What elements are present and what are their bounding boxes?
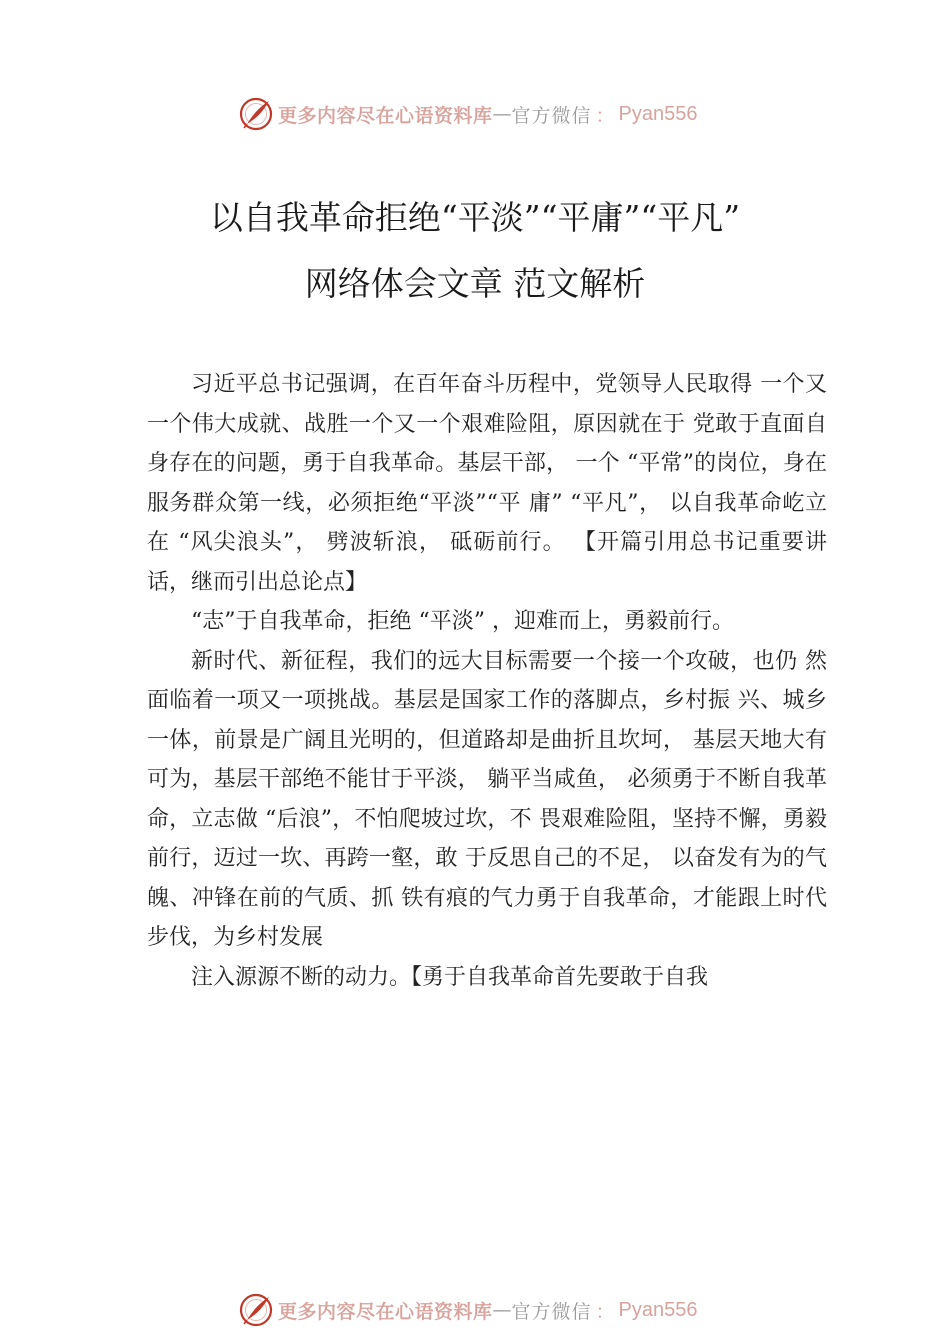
banner-library-text: 更多内容尽在心语资料库 <box>278 104 493 127</box>
banner-wechat-id: Pyan556 <box>618 1298 698 1321</box>
banner-colon: ： <box>595 104 615 127</box>
banner-dash: — <box>492 103 512 125</box>
banner-wechat-label: 官方微信 <box>511 1300 592 1323</box>
banner-wechat-label: 官方微信 <box>511 104 592 127</box>
footer-banner <box>238 1290 738 1330</box>
feather-quill-seal-icon <box>238 1292 274 1328</box>
header-banner <box>238 94 738 134</box>
banner-library-text: 更多内容尽在心语资料库 <box>278 1300 493 1323</box>
body-paragraph: 习近平总书记强调，在百年奋斗历程中，党领导人民取得 一个又一个伟大成就、战胜一个又一个艰难险阻，原因就在于 党敢于直面自身存在的问题，勇于自我革命。基层干部， 一个 “平常”的岗位，身在服务群众第一线，必须拒绝“平淡”“平 庸” “平凡”， 以自我革命屹立在 “风尖浪头”， 劈波斩浪， 砥砺前行。 【开篇引用总书记重要讲话，继而引出总论点】 <box>147 372 827 595</box>
document-title-line-2: 网络体会文章 范文解析 <box>304 264 646 303</box>
document-title-line-1: 以自我革命拒绝“平淡”“平庸”“平凡” <box>209 198 741 237</box>
feather-quill-seal-icon <box>238 96 274 132</box>
body-paragraph: 新时代、新征程，我们的远大目标需要一个接一个攻破，也仍 然面临着一项又一项挑战。基层是国家工作的落脚点，乡村振 兴、城乡一体，前景是广阔且光明的，但道路却是曲折且坎坷， 基层天地大有可为，基层干部绝不能甘于平淡， 躺平当咸鱼， 必须勇于不断自我革命，立志做 “后浪”，不怕爬坡过坎，不 畏艰难险阻，坚持不懈，勇毅前行，迈过一坎、再跨一壑，敢 于反思自己的不足， 以奋发有为的气魄、冲锋在前的气质、抓 铁有痕的气力勇于自我革命，才能跟上时代步伐，为乡村发展 <box>147 648 827 950</box>
body-paragraph: 注入源源不断的动力。【勇于自我革命首先要敢于自我 <box>191 964 709 990</box>
banner-colon: ： <box>595 1300 615 1323</box>
banner-wechat-id: Pyan556 <box>618 102 698 125</box>
body-paragraph: “志”于自我革命，拒绝 “平淡” ，迎难而上，勇毅前行。 <box>191 609 734 634</box>
document-body <box>147 365 827 997</box>
banner-dash: — <box>492 1299 512 1321</box>
